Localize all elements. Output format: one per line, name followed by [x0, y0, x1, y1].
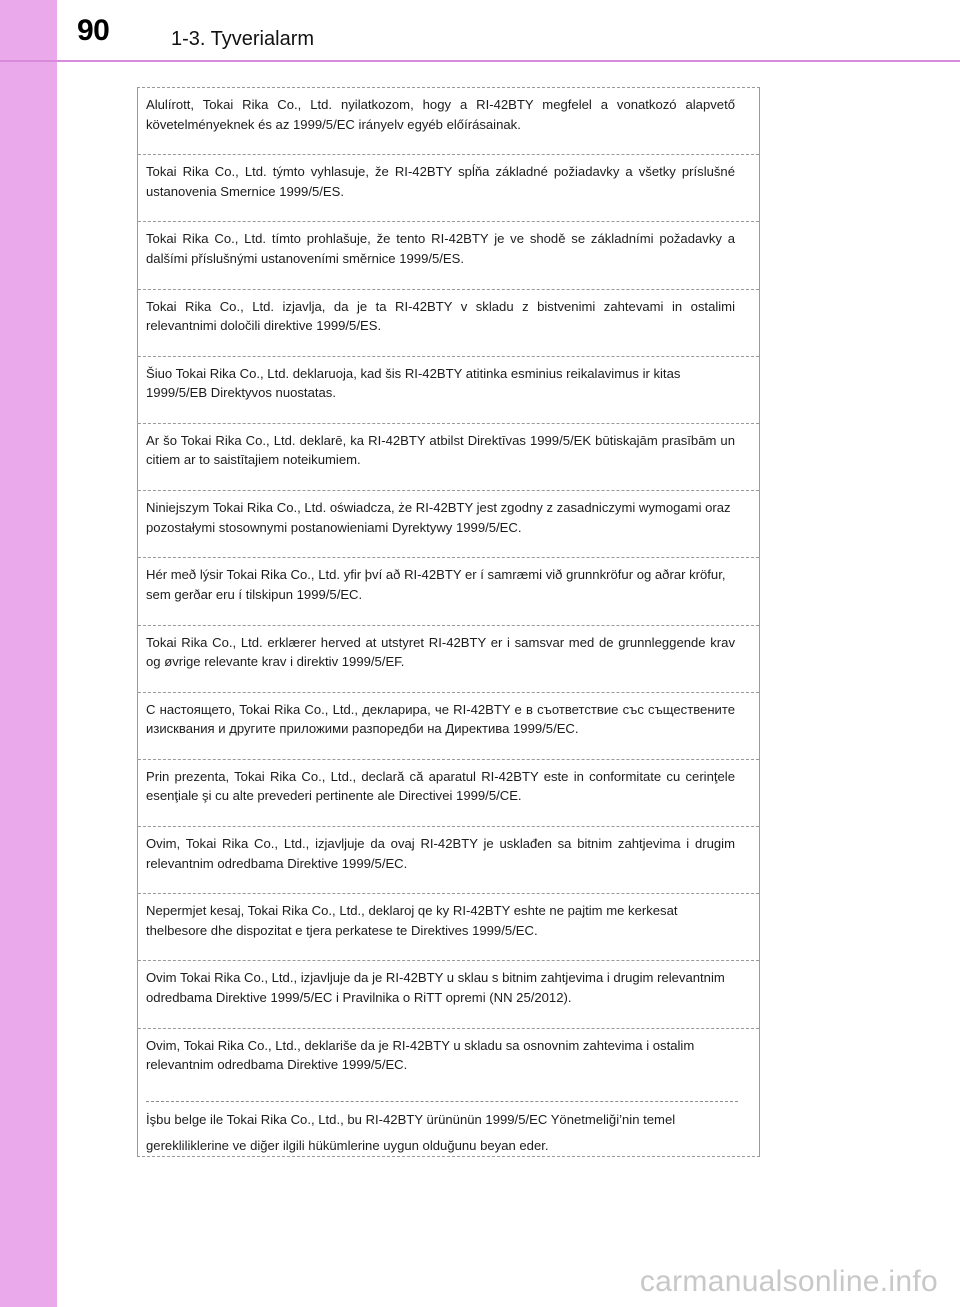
- declaration-row-polish: Niniejszym Tokai Rika Co., Ltd. oświadcza, że RI-42BTY jest zgodny z zasadniczymi wymogami oraz pozostałymi stosownymi postanowieniami Dyrektywy 1999/5/EC.: [138, 491, 759, 558]
- side-color-bar: [0, 0, 57, 1307]
- declaration-row-icelandic: Hér með lýsir Tokai Rika Co., Ltd. yfir því að RI-42BTY er í samræmi við grunnkröfur og aðrar kröfur, sem gerðar eru í tilskipun 1999/5/EC.: [138, 558, 759, 625]
- declaration-row-serbian: Ovim, Tokai Rika Co., Ltd., deklariše da je RI-42BTY u skladu sa osnovnim zahtevima i ostalim relevantnim odredbama Direktive 1999/5/EC.: [146, 1037, 695, 1073]
- declaration-row-norwegian: Tokai Rika Co., Ltd. erklærer herved at utstyret RI-42BTY er i samsvar med de grunnleggende krav og øvrige relevante krav i direktiv 1999/5/EF.: [138, 626, 759, 693]
- declaration-row-lithuanian: Šiuo Tokai Rika Co., Ltd. deklaruoja, kad šis RI-42BTY atitinka esminius reikalavimus ir kitas 1999/5/EB Direktyvos nuostatas.: [138, 357, 759, 424]
- watermark: carmanualsonline.info: [639, 1265, 938, 1298]
- turkish-line-1: İşbu belge ile Tokai Rika Co., Ltd., bu RI-42BTY ürününün 1999/5/EC Yönetmeliği’nin temel: [146, 1111, 676, 1127]
- declaration-table: [137, 87, 760, 1157]
- declaration-row-romanian: Prin prezenta, Tokai Rika Co., Ltd., declară că aparatul RI-42BTY este in conformitate cu cerinţele esenţiale şi cu alte prevederi pertinente ale Directivei 1999/5/CE.: [138, 760, 759, 827]
- section-title: 1-3. Tyverialarm: [171, 28, 315, 50]
- declaration-row-hungarian: Alulírott, Tokai Rika Co., Ltd. nyilatkozom, hogy a RI-42BTY megfelel a vonatkozó alapvető követelményeknek és az 1999/5/EC irányelv egyéb előírásainak.: [138, 88, 759, 155]
- declaration-row-bulgarian: С настоящето, Tokai Rika Co., Ltd., декларира, че RI-42BTY е в съответствие със съществените изисквания и другите приложими разпоредби на Директива 1999/5/ЕС.: [138, 693, 759, 760]
- turkish-divider: [146, 1101, 738, 1102]
- turkish-line-2: gerekliliklerine ve diğer ilgili hükümlerine uygun olduğunu beyan eder.: [146, 1137, 549, 1153]
- declaration-row-turkish: [138, 1095, 759, 1156]
- declaration-row-slovenian: Tokai Rika Co., Ltd. izjavlja, da je ta RI-42BTY v skladu z bistvenimi zahtevami in ostalimi relevantnimi določili direktive 1999/5/ES.: [138, 290, 759, 357]
- turkish-text: [146, 1107, 746, 1159]
- page-number: 90: [77, 14, 110, 47]
- header-divider: [0, 60, 960, 62]
- declaration-row-croatian-bosnian: Ovim, Tokai Rika Co., Ltd., izjavljuje da ovaj RI-42BTY je usklađen sa bitnim zahtjevima i drugim relevantnim odredbama Direktive 1999/5/EC.: [138, 827, 759, 894]
- declaration-row-albanian: Nepermjet kesaj, Tokai Rika Co., Ltd., deklaroj qe ky RI-42BTY eshte ne pajtim me kerkesat thelbesore dhe dispozitat e tjera perkatese te Direktives 1999/5/EC.: [138, 894, 759, 961]
- declaration-row-latvian: Ar šo Tokai Rika Co., Ltd. deklarē, ka RI-42BTY atbilst Direktīvas 1999/5/EK būtiskajām prasībām un citiem ar to saistītajiem noteikumiem.: [138, 424, 759, 491]
- declaration-row-croatian: Ovim Tokai Rika Co., Ltd., izjavljuje da je RI-42BTY u sklau s bitnim zahtjevima i drugim relevantnim odredbama Direktive 1999/5/EC i Pravilnika o RiTT opremi (NN 25/2012).: [138, 961, 759, 1028]
- declaration-row-czech: Tokai Rika Co., Ltd. tímto prohlašuje, že tento RI-42BTY je ve shodě se základními požadavky a dalšími příslušnými ustanoveními směrnice 1999/5/ES.: [138, 222, 759, 289]
- declaration-row-slovak: Tokai Rika Co., Ltd. týmto vyhlasuje, že RI-42BTY spĺňa základné požiadavky a všetky príslušné ustanovenia Smernice 1999/5/ES.: [138, 155, 759, 222]
